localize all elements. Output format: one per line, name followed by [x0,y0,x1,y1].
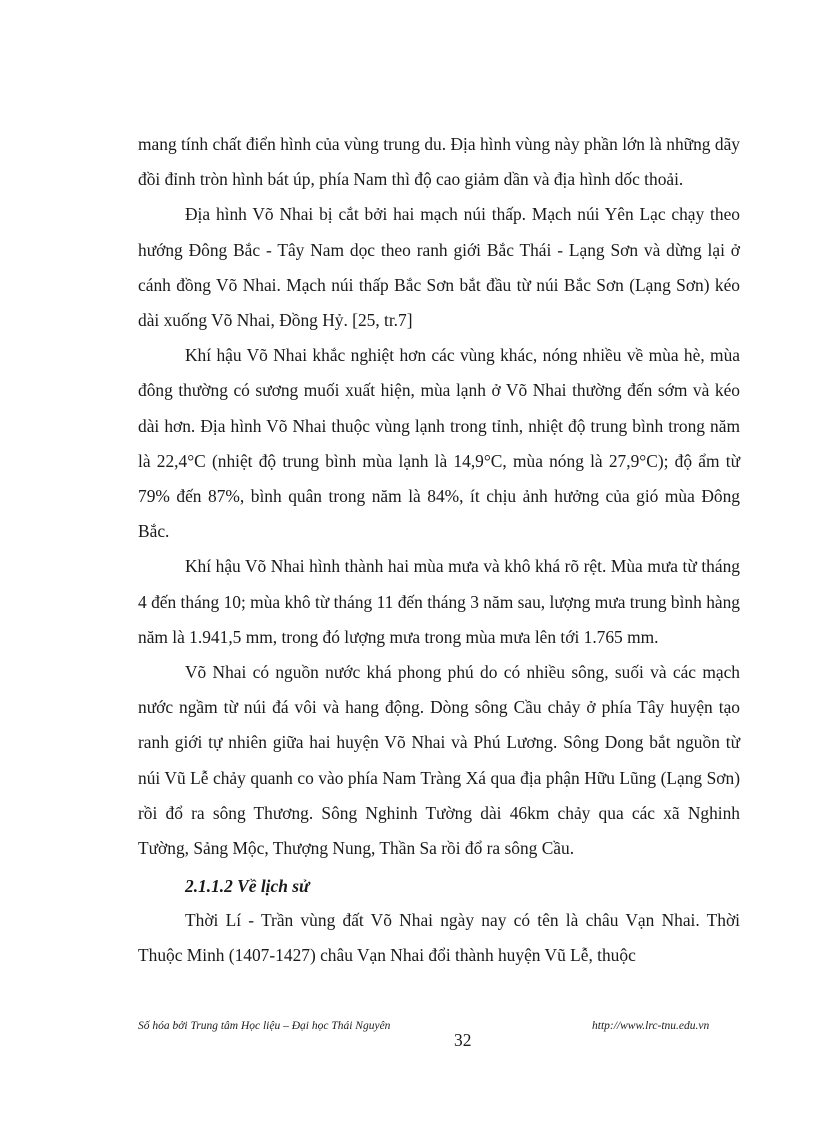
footer-url: http://www.lrc-tnu.edu.vn [592,1020,710,1032]
paragraph-continuation: mang tính chất điển hình của vùng trung du. Địa hình vùng này phần lớn là những dãy đồi đỉnh tròn hình bát úp, phía Nam thì độ cao giảm dần và địa hình dốc thoải. [138,134,740,190]
section-heading: 2.1.1.2 Về lịch sử [185,876,310,897]
paragraph-terrain: Địa hình Võ Nhai bị cắt bởi hai mạch núi thấp. Mạch núi Yên Lạc chạy theo hướng Đông Bắc - Tây Nam dọc theo ranh giới Bắc Thái - Lạng Sơn và dừng lại ở cánh đồng Võ Nhai. Mạch núi thấp Bắc Sơn bắt đầu từ núi Bắc Sơn (Lạng Sơn) kéo dài xuống Võ Nhai, Đồng Hỷ. [25, tr.7] [138,204,740,331]
paragraph-climate: Khí hậu Võ Nhai khắc nghiệt hơn các vùng khác, nóng nhiều về mùa hè, mùa đông thường có sương muối xuất hiện, mùa lạnh ở Võ Nhai thường đến sớm và kéo dài hơn. Địa hình Võ Nhai thuộc vùng lạnh trong tỉnh, nhiệt độ trung bình trong năm là 22,4°C (nhiệt độ trung bình mùa lạnh là 14,9°C, mùa nóng là 27,9°C); độ ẩm từ 79% đến 87%, bình quân trong năm là 84%, ít chịu ảnh hưởng của gió mùa Đông Bắc. [138,345,740,542]
paragraph-seasons: Khí hậu Võ Nhai hình thành hai mùa mưa và khô khá rõ rệt. Mùa mưa từ tháng 4 đến tháng 10; mùa khô từ tháng 11 đến tháng 3 năm sau, lượng mưa trung bình hàng năm là 1.941,5 mm, trong đó lượng mưa trong mùa mưa lên tới 1.765 mm. [138,556,740,647]
document-body [138,127,740,974]
page-number: 32 [454,1030,472,1050]
paragraph-history: Thời Lí - Trần vùng đất Võ Nhai ngày nay có tên là châu Vạn Nhai. Thời Thuộc Minh (1407-1427) châu Vạn Nhai đổi thành huyện Vũ Lễ, thuộc [138,910,740,966]
paragraph-water: Võ Nhai có nguồn nước khá phong phú do có nhiều sông, suối và các mạch nước ngầm từ núi đá vôi và hang động. Dòng sông Cầu chảy ở phía Tây huyện tạo ranh giới tự nhiên giữa hai huyện Võ Nhai và Phú Lương. Sông Dong bắt nguồn từ núi Vũ Lễ chảy quanh co vào phía Nam Tràng Xá qua địa phận Hữu Lũng (Lạng Sơn) rồi đổ ra sông Thương. Sông Nghinh Tường dài 46km chảy qua các xã Nghinh Tường, Sảng Mộc, Thượng Nung, Thần Sa rồi đổ ra sông Cầu. [138,662,740,859]
footer-source: Số hóa bởi Trung tâm Học liệu – Đại học Thái Nguyên [138,1020,391,1032]
